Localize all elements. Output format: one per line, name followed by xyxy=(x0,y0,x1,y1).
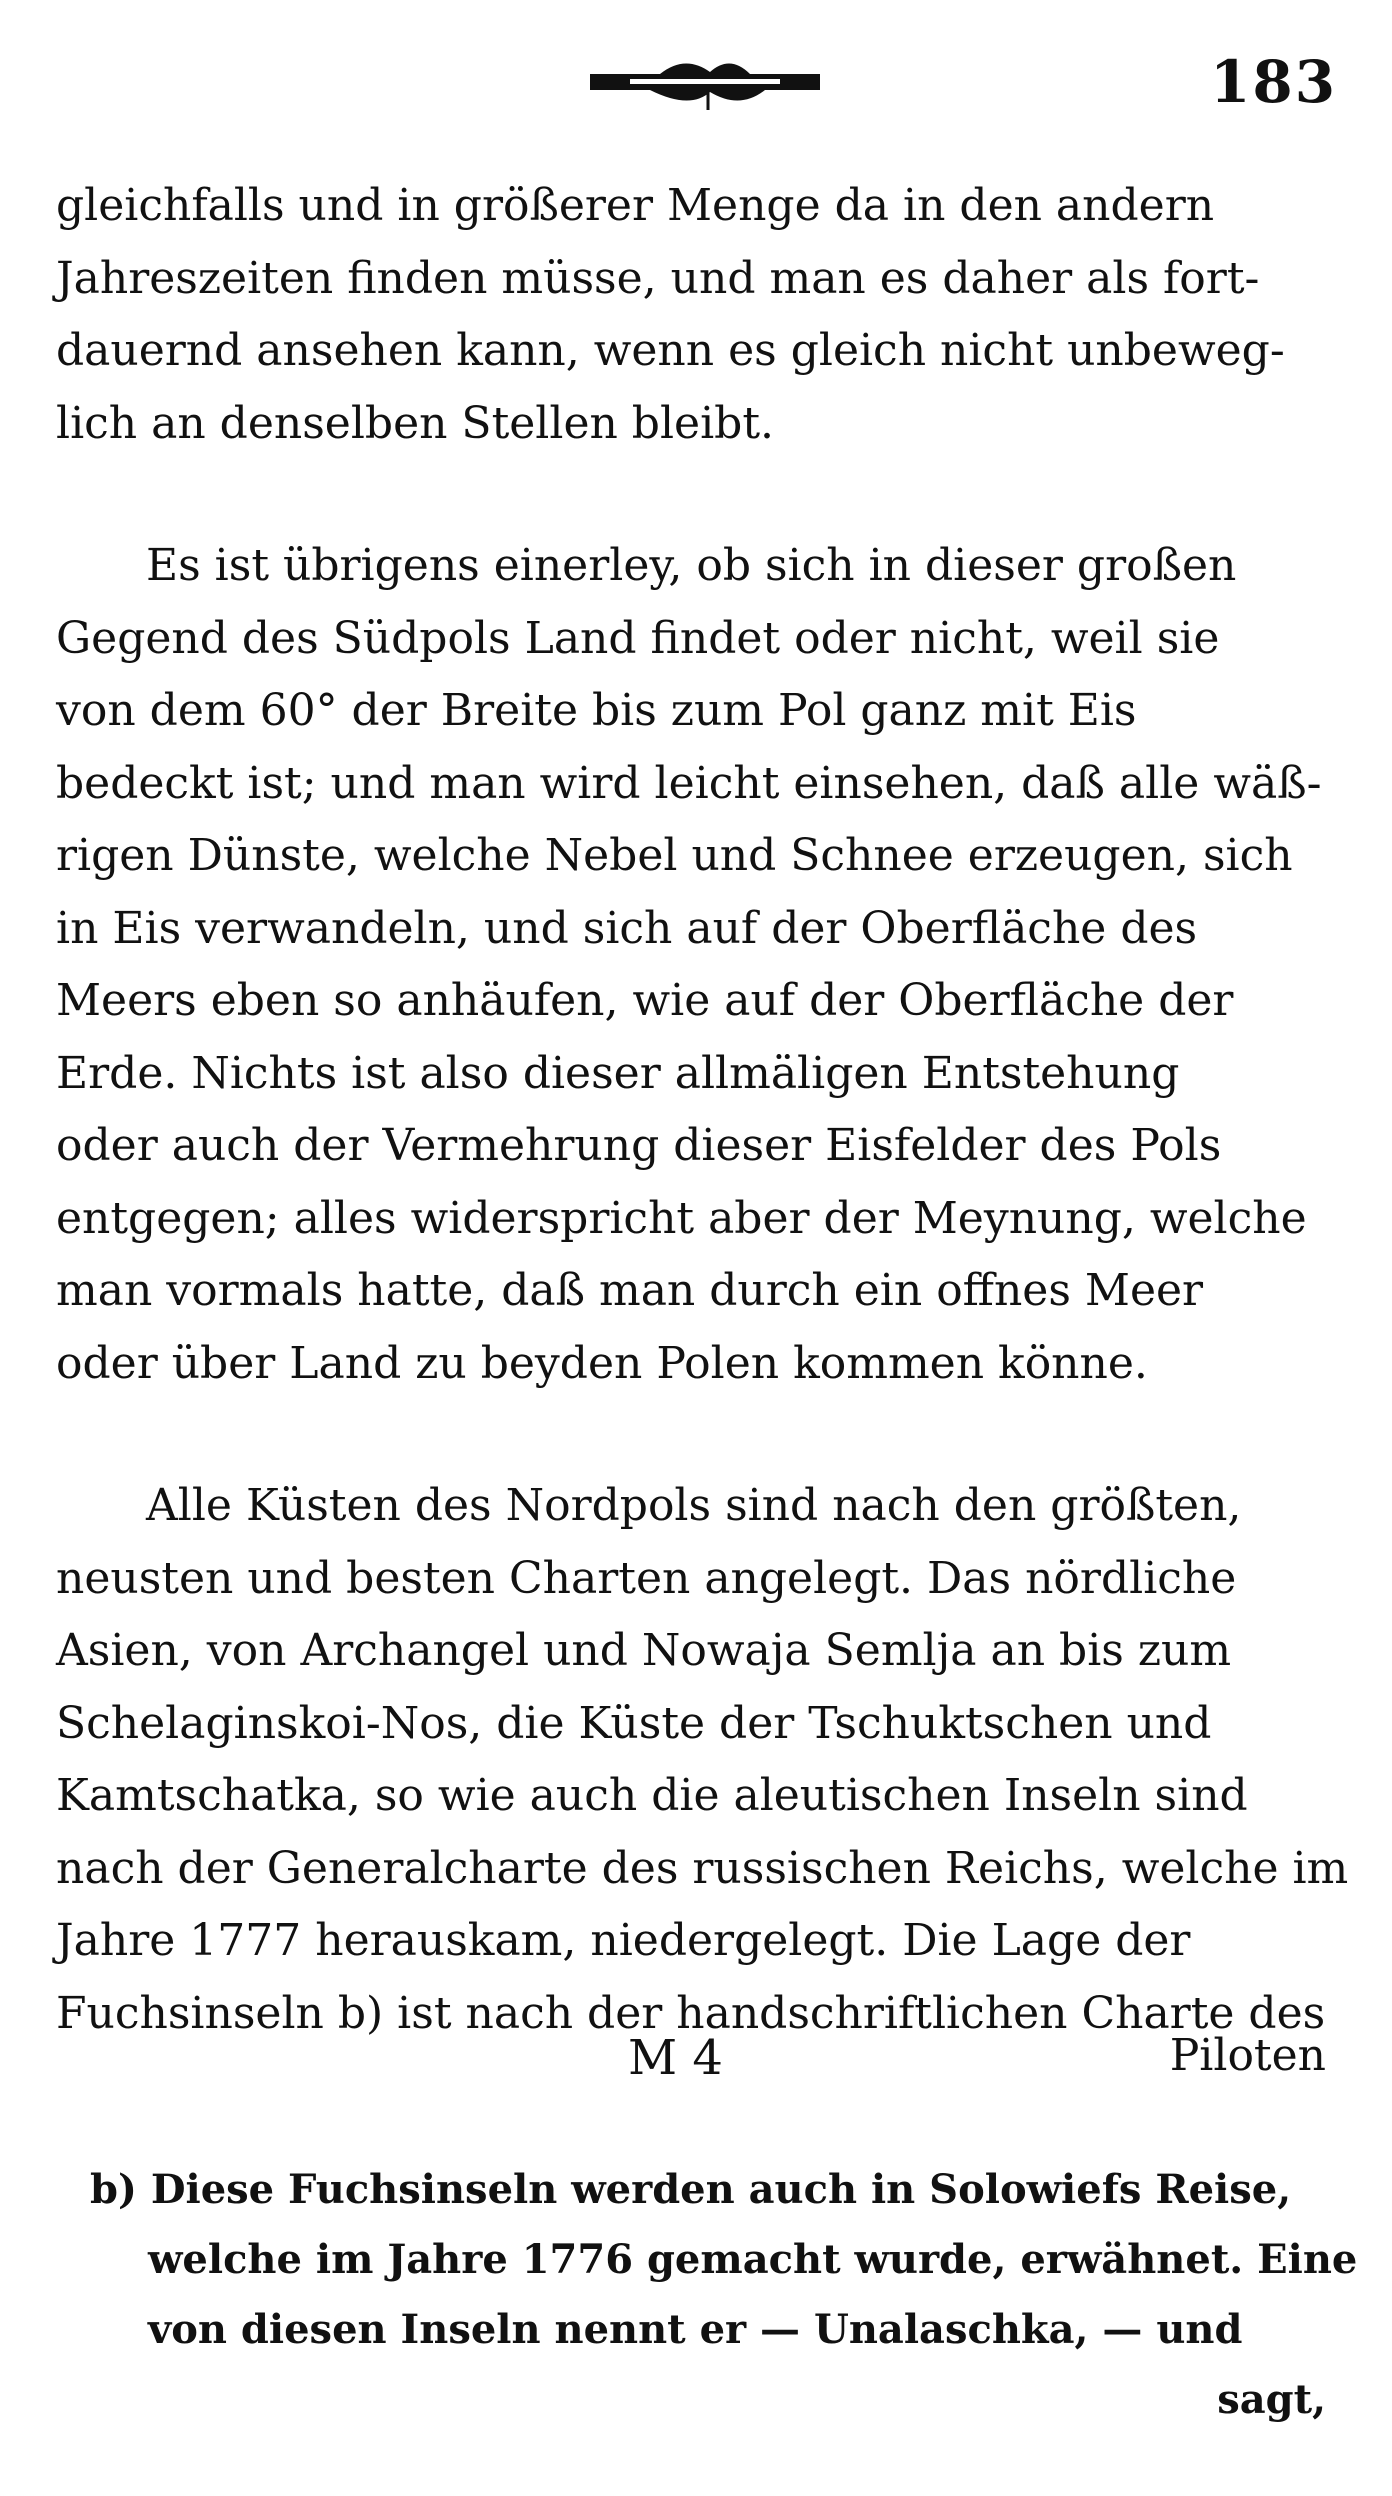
text-line: rigen Dünste, welche Nebel und Schnee erzeugen, sich xyxy=(56,830,1293,881)
text-line: Schelaginskoi-Nos, die Küste der Tschuktschen und xyxy=(56,1697,1212,1749)
text-line: man vormals hatte, daß man durch ein offnes Meer xyxy=(56,1265,1204,1316)
text-line: Kamtschatka, so wie auch die aleutischen Inseln sind xyxy=(56,1770,1248,1821)
text-line: in Eis verwandeln, und sich auf der Oberfläche des xyxy=(56,902,1198,954)
text-line: Asien, von Archangel und Nowaja Semlja an bis zum xyxy=(56,1625,1232,1676)
text-line: Erde. Nichts ist also dieser allmäligen Entstehung xyxy=(56,1047,1180,1099)
text-line: von dem 60° der Breite bis zum Pol ganz mit Eis xyxy=(56,685,1137,736)
text-line: Fuchsinseln b) ist nach der handschriftlichen Charte des xyxy=(56,1987,1326,2039)
text-line: Jahreszeiten finden müsse, und man es daher als fort- xyxy=(56,252,1260,304)
text-line: dauernd ansehen kann, wenn es gleich nicht unbeweg- xyxy=(56,325,1285,376)
text-line: oder über Land zu beyden Polen kommen könne. xyxy=(56,1337,1148,1389)
text-line: neusten und besten Charten angelegt. Das nördliche xyxy=(56,1552,1237,1604)
text-line: Gegend des Südpols Land findet oder nicht, weil sie xyxy=(56,612,1220,664)
footnote-line: von diesen Inseln nennt er — Unalaschka, — und xyxy=(148,2306,1243,2353)
text-line: Es ist übrigens einerley, ob sich in dieser großen xyxy=(146,540,1237,591)
text-line: Alle Küsten des Nordpols sind nach den größten, xyxy=(146,1480,1242,1531)
text-line: Meers eben so anhäufen, wie auf der Oberfläche der xyxy=(56,975,1234,1026)
text-line: Jahre 1777 herauskam, niedergelegt. Die Lage der xyxy=(56,1915,1191,1966)
paragraph-2 xyxy=(56,530,1326,1400)
footnote-line: welche im Jahre 1776 gemacht wurde, erwähnet. Eine xyxy=(148,2236,1358,2283)
text-line: oder auch der Vermehrung dieser Eisfelder des Pols xyxy=(56,1120,1222,1171)
text-line: bedeckt ist; und man wird leicht einsehen, daß alle wäß- xyxy=(56,757,1322,809)
text-line: nach der Generalcharte des russischen Reichs, welche im xyxy=(56,1842,1349,1894)
catchline xyxy=(56,2030,1326,2110)
paragraph-1 xyxy=(56,170,1326,460)
header-ornament-icon xyxy=(590,52,820,112)
page-number: 183 xyxy=(1210,48,1338,116)
main-text xyxy=(56,170,1349,2050)
paragraph-3 xyxy=(56,1470,1349,2050)
footnote-line: sagt, xyxy=(1217,2376,1326,2423)
catchword: Piloten xyxy=(1169,2030,1326,2081)
text-line: gleichfalls und in größerer Menge da in den andern xyxy=(56,180,1215,231)
footnote-line: b) Diese Fuchsinseln werden auch in Solowiefs Reise, xyxy=(90,2166,1292,2213)
signature-mark: M 4 xyxy=(628,2030,723,2086)
footnote xyxy=(90,2155,1358,2435)
text-line: lich an denselben Stellen bleibt. xyxy=(56,397,774,449)
text-line: entgegen; alles widerspricht aber der Meynung, welche xyxy=(56,1192,1307,1244)
